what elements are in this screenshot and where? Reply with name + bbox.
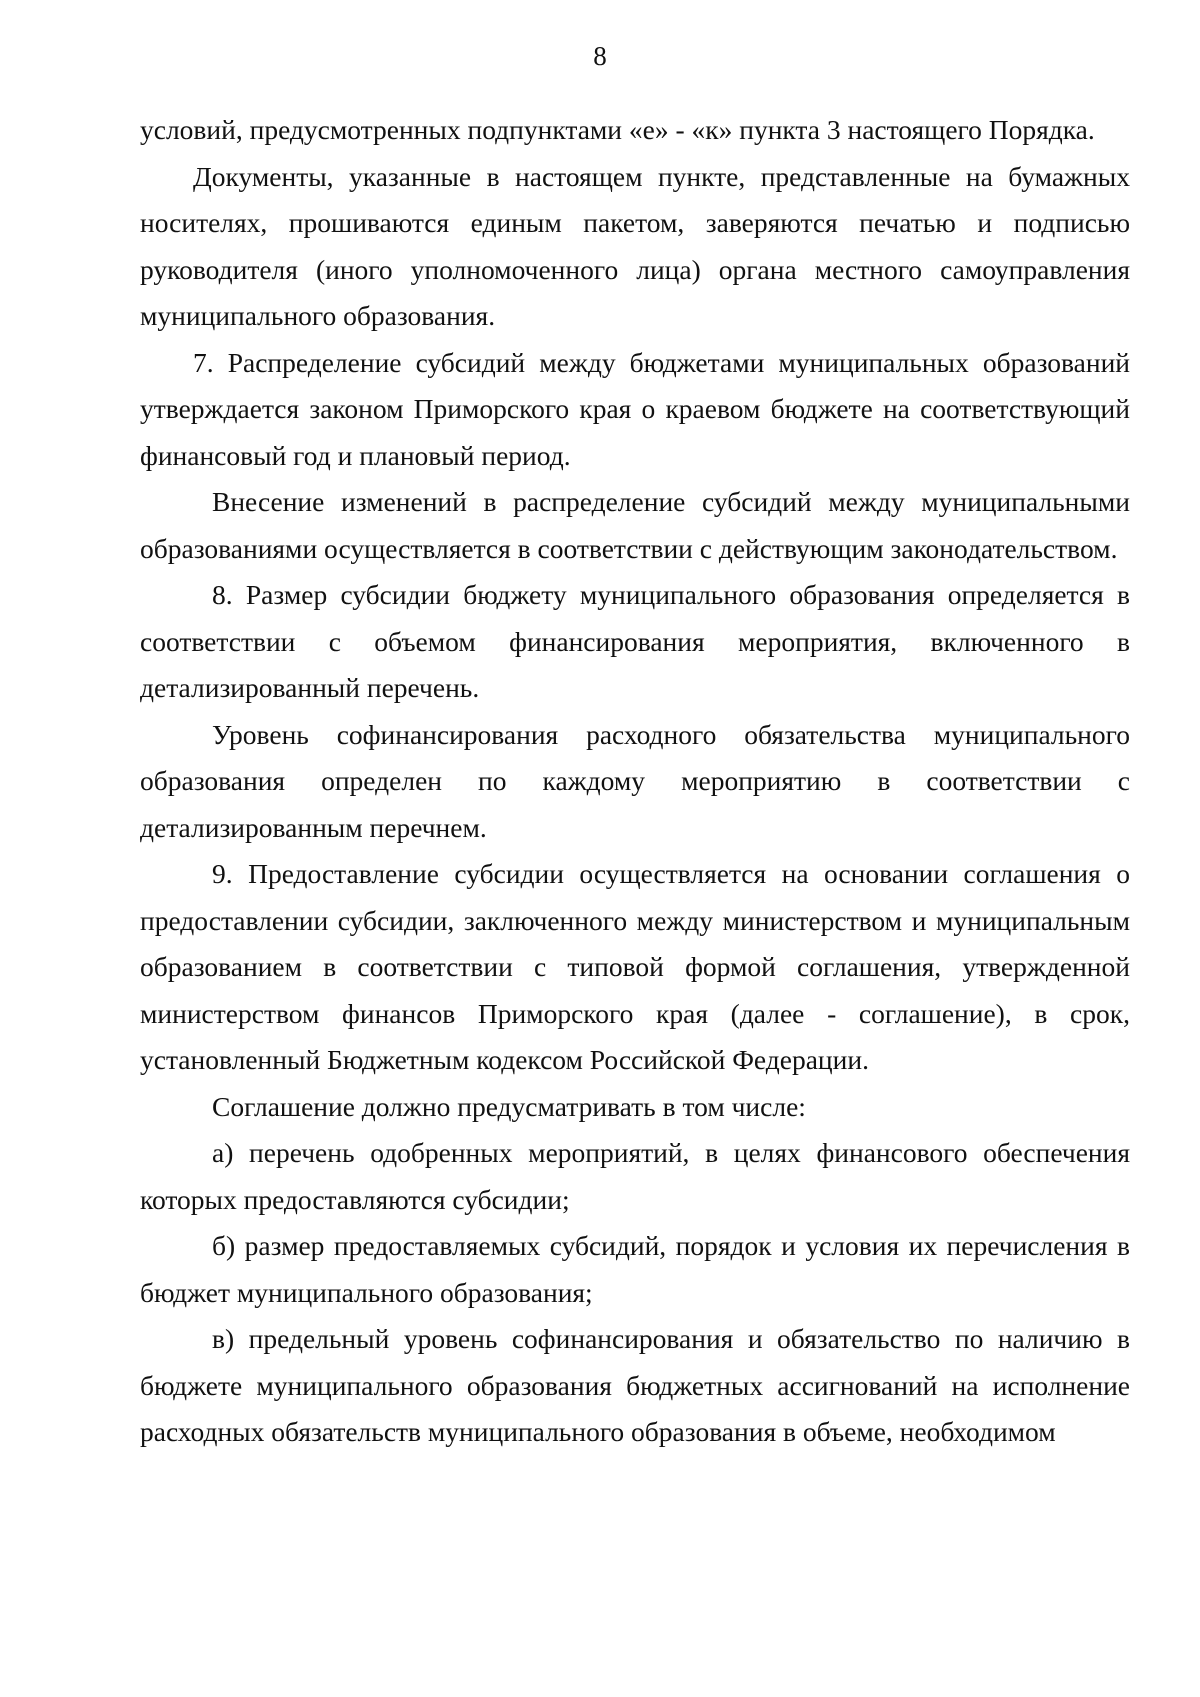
list-item-v: в) предельный уровень софинансирования и обязательство по наличию в бюджете муниципального образования бюджетных ассигнований на исполнение расходных обязательств муниципального образования в объеме, необходимом (140, 1323, 1130, 1447)
paragraph-cofinancing-level: Уровень софинансирования расходного обязательства муниципального образования определен по каждому мероприятию в соответствии с детализированным перечнем. (140, 718, 1130, 843)
paragraph-item-9: 9. Предоставление субсидии осуществляется на основании соглашения о предоставлении субсидии, заключенного между министерством и муниципальным образованием в соответствии с типовой формой соглашения, утвержденной министерством финансов Приморского края (далее - соглашение), в срок, установленный Бюджетным кодексом Российской Федерации. (140, 858, 1130, 1075)
document-body (140, 107, 1130, 1456)
paragraph-agreement-intro: Соглашение должно предусматривать в том числе: (212, 1090, 806, 1122)
page-number: 8 (593, 41, 607, 71)
paragraph-documents: Документы, указанные в настоящем пункте, представленные на бумажных носителях, прошиваются единым пакетом, заверяются печатью и подписью руководителя (иного уполномоченного лица) органа местного самоуправления муниципального образования. (140, 160, 1130, 331)
paragraph-continuation: условий, предусмотренных подпунктами «е» - «к» пункта 3 настоящего Порядка. (140, 114, 1095, 145)
paragraph-item-8: 8. Размер субсидии бюджету муниципального образования определяется в соответствии с объемом финансирования мероприятия, включенного в детализированный перечень. (140, 579, 1130, 703)
paragraph-item-7: 7. Распределение субсидий между бюджетами муниципальных образований утверждается законом Приморского края о краевом бюджете на соответствующий финансовый год и плановый период. (140, 346, 1130, 471)
paragraph-changes: Внесение изменений в распределение субсидий между муниципальными образованиями осуществляется в соответствии с действующим законодательством. (140, 486, 1130, 564)
list-item-b: б) размер предоставляемых субсидий, порядок и условия их перечисления в бюджет муниципального образования; (140, 1230, 1130, 1308)
list-item-a: а) перечень одобренных мероприятий, в целях финансового обеспечения которых предоставляются субсидии; (140, 1137, 1130, 1215)
